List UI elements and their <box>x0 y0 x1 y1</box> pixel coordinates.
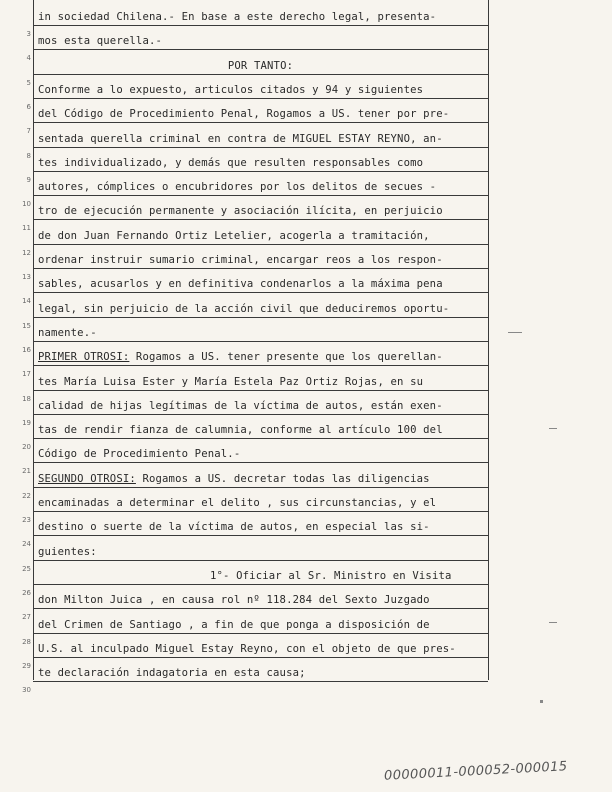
margin-line-number: 20 <box>22 443 31 452</box>
document-line: PRIMER OTROSI: Rogamos a US. tener presente que los querellan- <box>38 351 443 364</box>
ruled-line <box>33 244 488 245</box>
document-line: Código de Procedimiento Penal.- <box>38 448 241 461</box>
ruled-line <box>33 122 488 123</box>
document-line: encaminadas a determinar el delito , sus circunstancias, y el <box>38 497 437 509</box>
archive-stamp: 00000011-000052-000015 <box>383 759 568 784</box>
ruled-line <box>33 195 488 196</box>
document-line: destino o suerte de la víctima de autos, en especial las si- <box>38 521 430 534</box>
document-line: tas de rendir fianza de calumnia, conforme al artículo 100 del <box>38 424 443 437</box>
margin-line-number: 23 <box>22 516 31 524</box>
scan-mark <box>549 428 557 429</box>
document-line: U.S. al inculpado Miguel Estay Reyno, con el objeto de que pres- <box>38 642 456 655</box>
ruled-line <box>33 219 488 220</box>
scan-mark <box>540 700 543 703</box>
ruled-line <box>33 414 488 415</box>
document-line: calidad de hijas legítimas de la víctima de autos, están exen- <box>38 399 443 412</box>
scan-mark <box>549 622 557 623</box>
ruled-line <box>33 657 488 658</box>
document-line: Conforme a lo expuesto, articulos citados y 94 y siguientes <box>38 83 424 96</box>
margin-line-number: 13 <box>22 273 31 281</box>
margin-line-number: 3 <box>26 30 31 38</box>
document-line: 1°- Oficiar al Sr. Ministro en Visita <box>210 569 452 582</box>
ruled-line <box>33 365 488 366</box>
document-line: tro de ejecución permanente y asociación ilícita, en perjuicio <box>38 205 443 218</box>
ruled-line <box>33 511 488 512</box>
section-heading: SEGUNDO OTROSI: <box>38 472 136 485</box>
margin-line-number: 22 <box>22 491 31 500</box>
document-line: mos esta querella.- <box>38 35 163 48</box>
margin-line-number: 26 <box>22 588 31 597</box>
ruled-line <box>33 462 488 463</box>
scan-mark <box>508 332 522 333</box>
margin-line-number: 18 <box>22 394 31 403</box>
document-line: autores, cómplices o encubridores por los delitos de secues - <box>38 181 437 194</box>
ruled-line <box>33 681 488 682</box>
ruled-line <box>33 49 488 50</box>
document-line: del Crimen de Santiago , a fin de que ponga a disposición de <box>38 618 430 631</box>
margin-line-number: 29 <box>22 661 31 670</box>
margin-line-number: 10 <box>22 200 31 209</box>
margin-line-number: 5 <box>26 78 31 87</box>
document-line: legal, sin perjuicio de la acción civil que deduciremos oportu- <box>38 302 450 315</box>
ruled-line <box>33 535 488 536</box>
document-line: guientes: <box>38 545 97 558</box>
ruled-line <box>33 487 488 488</box>
section-heading: PRIMER OTROSI: <box>38 351 130 364</box>
document-line: sables, acusarlos y en definitiva condenarlos a la máxima pena <box>38 278 443 291</box>
margin-line-number: 17 <box>22 370 31 379</box>
margin-line-number: 6 <box>26 102 31 111</box>
document-line: don Milton Juica , en causa rol nº 118.284 del Sexto Juzgado <box>38 594 430 607</box>
ruled-line <box>33 74 488 75</box>
ruled-line <box>33 438 488 439</box>
ruled-line <box>33 268 488 269</box>
margin-line-number: 4 <box>26 54 31 63</box>
document-line: tes María Luisa Ester y María Estela Paz Ortiz Rojas, en su <box>38 375 424 388</box>
ruled-line <box>33 98 488 99</box>
margin-line-number: 27 <box>22 613 31 622</box>
margin-line-number: 12 <box>22 248 31 257</box>
ruled-line <box>33 25 488 26</box>
ruled-line <box>33 560 488 561</box>
ruled-line <box>33 584 488 585</box>
margin-line-number: 30 <box>22 686 31 695</box>
margin-line-number: 16 <box>22 345 31 354</box>
document-line: de don Juan Fernando Ortiz Letelier, acogerla a tramitación, <box>38 229 430 242</box>
ruled-line <box>33 171 488 172</box>
document-line: POR TANTO: <box>227 59 294 72</box>
ruled-line <box>33 608 488 609</box>
margin-line-number: 9 <box>26 175 31 184</box>
ruled-line <box>33 147 488 148</box>
margin-line-number: 21 <box>22 467 31 476</box>
margin-line-number: 11 <box>22 224 31 233</box>
document-line: sentada querella criminal en contra de MIGUEL ESTAY REYNO, an- <box>38 132 443 145</box>
margin-line-number: 19 <box>22 418 31 427</box>
document-line: tes individualizado, y demás que resulten responsables como <box>38 156 424 169</box>
document-line: del Código de Procedimiento Penal, Rogamos a US. tener por pre- <box>38 108 450 121</box>
document-line: in sociedad Chilena.- En base a este derecho legal, presenta- <box>38 11 437 23</box>
margin-line-number: 15 <box>22 321 31 330</box>
document-line: namente.- <box>38 326 97 339</box>
ruled-line <box>33 341 488 342</box>
margin-line-number: 14 <box>22 297 31 306</box>
ruled-line <box>33 317 488 318</box>
document-line: ordenar instruir sumario criminal, encargar reos a los respon- <box>38 254 443 266</box>
margin-line-number: 24 <box>22 540 31 549</box>
margin-line-number: 8 <box>26 151 31 160</box>
ruled-line <box>33 390 488 391</box>
document-line: SEGUNDO OTROSI: Rogamos a US. decretar todas las diligencias <box>38 472 430 485</box>
margin-line-number: 25 <box>22 564 31 573</box>
ruled-line <box>33 292 488 293</box>
margin-line-number: 7 <box>26 127 31 136</box>
margin-line-number: 28 <box>22 637 31 646</box>
ruled-line <box>33 633 488 634</box>
document-line: te declaración indagatoria en esta causa; <box>38 667 306 680</box>
